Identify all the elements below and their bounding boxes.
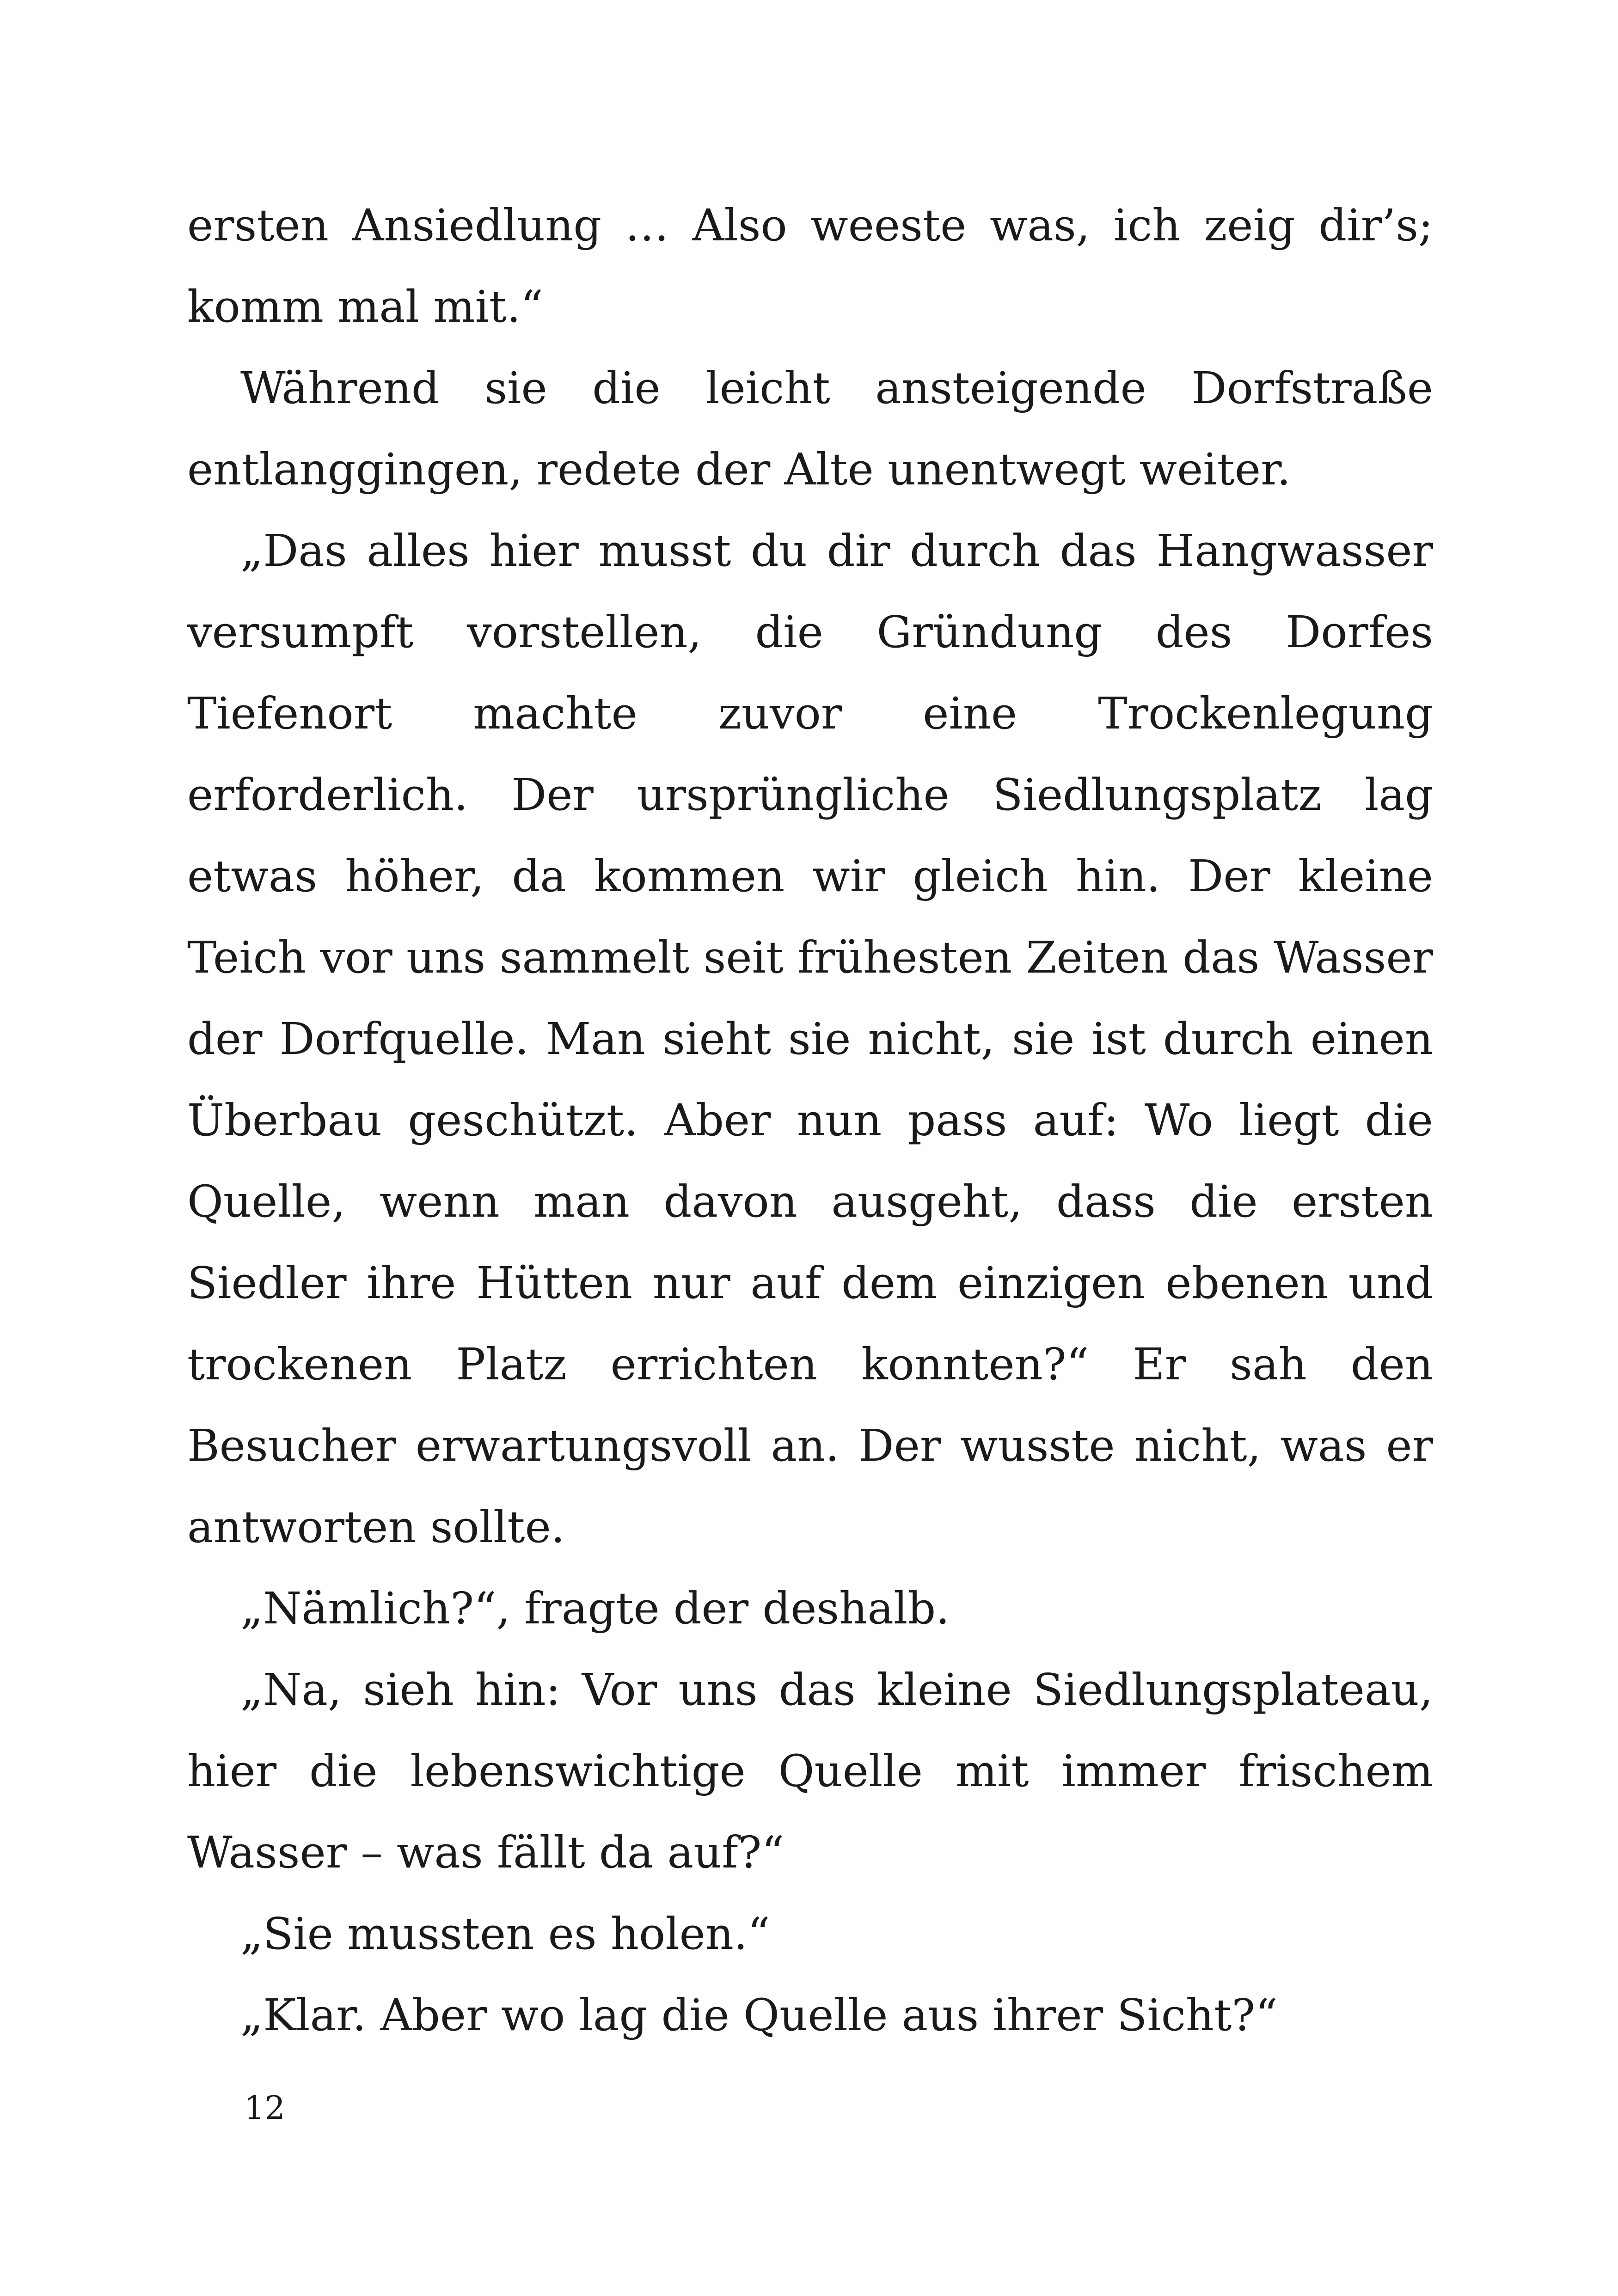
text-line: entlanggingen, redete der Alte unentwegt weiter. xyxy=(187,444,1291,495)
text-line: Besucher erwartungsvoll an. Der wusste nicht, was er xyxy=(187,1420,1433,1471)
text-line: Siedler ihre Hütten nur auf dem einzigen ebenen und xyxy=(187,1258,1433,1309)
text-line: Überbau geschützt. Aber nun pass auf: Wo liegt die xyxy=(187,1095,1433,1146)
text-line: Tiefenort machte zuvor eine Trockenlegung xyxy=(187,688,1433,739)
paragraph xyxy=(187,1568,1433,1649)
text-line: antworten sollte. xyxy=(187,1502,565,1553)
text-line: Quelle, wenn man davon ausgeht, dass die ersten xyxy=(187,1176,1433,1227)
text-line: versumpft vorstellen, die Gründung des Dorfes xyxy=(187,607,1433,658)
text-line: trockenen Platz errichten konnten?“ Er sah den xyxy=(187,1339,1433,1390)
text-line: hier die lebenswichtige Quelle mit immer frischem xyxy=(187,1746,1433,1797)
paragraph xyxy=(187,1893,1433,1975)
text-line: Teich vor uns sammelt seit frühesten Zeiten das Wasser xyxy=(187,932,1433,983)
text-line: Während sie die leicht ansteigende Dorfstraße xyxy=(240,363,1433,414)
page-number: 12 xyxy=(244,2089,286,2127)
text-line: der Dorfquelle. Man sieht sie nicht, sie ist durch einen xyxy=(187,1014,1433,1065)
paragraph xyxy=(187,185,1433,348)
paragraph xyxy=(187,1649,1433,1893)
text-line: „Klar. Aber wo lag die Quelle aus ihrer Sicht?“ xyxy=(240,1990,1278,2041)
text-line: „Nämlich?“, fragte der deshalb. xyxy=(240,1583,950,1634)
text-line: etwas höher, da kommen wir gleich hin. Der kleine xyxy=(187,851,1433,902)
body-text xyxy=(187,185,1433,2056)
text-line: „Das alles hier musst du dir durch das Hangwasser xyxy=(240,526,1433,576)
paragraph xyxy=(187,348,1433,510)
paragraph xyxy=(187,510,1433,1568)
paragraph xyxy=(187,1975,1433,2056)
text-line: ersten Ansiedlung … Also weeste was, ich zeig dir’s; xyxy=(187,200,1433,251)
text-line: komm mal mit.“ xyxy=(187,282,543,332)
text-line: Wasser – was fällt da auf?“ xyxy=(187,1827,784,1878)
text-line: „Na, sieh hin: Vor uns das kleine Siedlungsplateau, xyxy=(240,1665,1433,1715)
text-line: erforderlich. Der ursprüngliche Siedlungsplatz lag xyxy=(187,770,1433,820)
text-line: „Sie mussten es holen.“ xyxy=(240,1909,770,1959)
